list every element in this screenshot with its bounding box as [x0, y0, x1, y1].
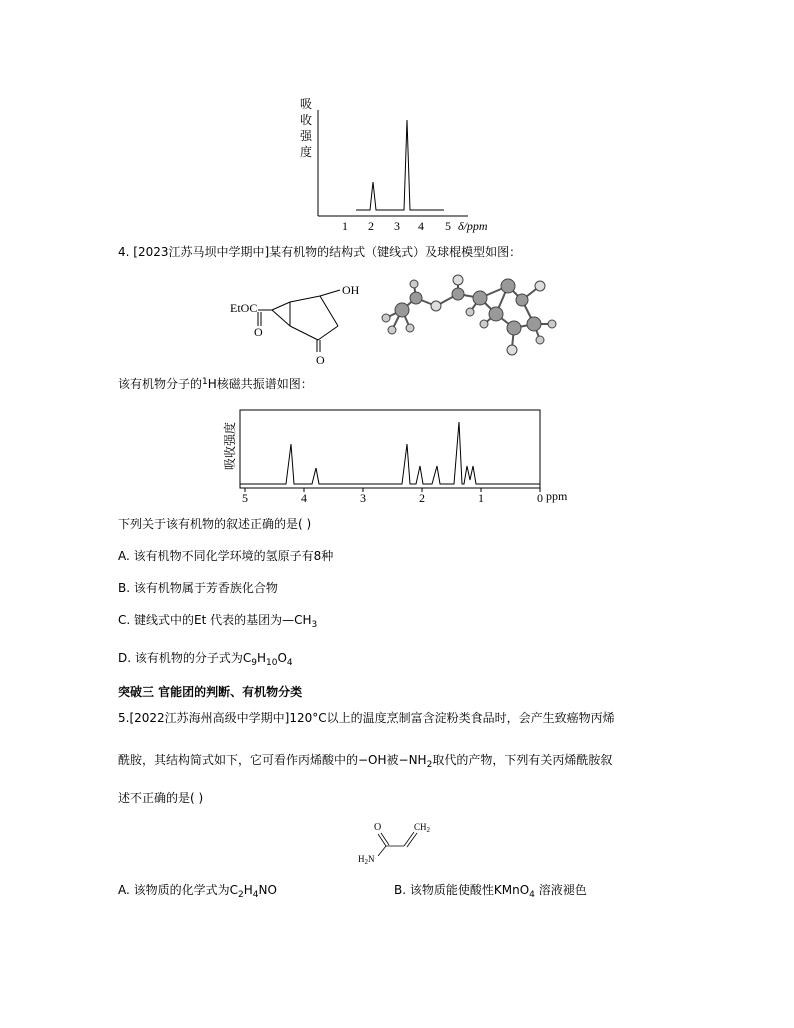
- spectrum-2-xunit: ppm: [546, 489, 568, 503]
- spectrum-2-frame: [240, 410, 540, 488]
- q5-line-2-text: 酰胺，其结构简式如下，它可看作丙烯酸中的−OH被−NH: [118, 753, 427, 767]
- xunit-label: δ/ppm: [458, 219, 488, 233]
- q4-option-c: [118, 612, 317, 628]
- spectrum-2-ticks: [245, 488, 540, 492]
- q4-stem: 下列关于该有机物的叙述正确的是( ): [118, 517, 312, 531]
- acrylamide-structure: [356, 818, 446, 868]
- xtick2-1: 1: [478, 491, 484, 505]
- skeletal-formula: [228, 274, 368, 366]
- acrylamide-svg: [356, 818, 446, 868]
- xtick2-2: 2: [419, 491, 425, 505]
- ylabel-char-3: 强: [300, 129, 313, 143]
- q5-a-sub-2: 4: [252, 890, 259, 900]
- q5-a-h: H: [243, 883, 253, 897]
- q5-line-1: 5.[2022江苏海州高级中学期中]120°C以上的温度烹制富含淀粉类食品时，会产生致癌物丙烯: [118, 711, 615, 725]
- spectrum-1-svg: [290, 88, 510, 238]
- q5-line-3: 述不正确的是( ): [118, 791, 204, 805]
- xtick-4: 4: [418, 219, 424, 233]
- xtick-3: 3: [394, 219, 400, 233]
- ylabel-char-1: 吸: [300, 97, 313, 111]
- q5-line-2: [118, 752, 612, 768]
- ball-stick-model: [372, 272, 572, 366]
- nmr-intro-text: 该有机物分子的: [118, 377, 203, 391]
- nmr-sup: 1: [202, 377, 208, 387]
- q4-header: 4. [2023江苏马坝中学期中]某有机物的结构式（键线式）及球棍模型如图：: [118, 245, 522, 259]
- spectrum-2: [220, 408, 580, 506]
- struct-ch2-label: $CH_2$: [414, 822, 431, 834]
- spectrum-2-xticks: [242, 491, 543, 505]
- q5-option-a-text: A. 该物质的化学式为C: [118, 883, 239, 897]
- ylabel-char-4: 度: [300, 145, 313, 159]
- oh-label: OH: [342, 283, 360, 297]
- option-d-o: O: [277, 651, 287, 665]
- ester-o-label: O: [254, 325, 263, 339]
- option-c-sub: 3: [311, 620, 318, 630]
- struct-o-label: O: [374, 822, 382, 833]
- option-d-sub-2: 10: [266, 658, 278, 668]
- q5-option-b: [394, 882, 587, 898]
- q4-option-d: [118, 650, 293, 666]
- option-c-text: C. 键线式中的Et 代表的基团为—CH: [118, 613, 312, 627]
- xtick2-3: 3: [360, 491, 366, 505]
- ball-stick-svg: [372, 272, 572, 366]
- q5-a-rest: NO: [258, 883, 277, 897]
- spectrum-2-trace: [240, 422, 540, 484]
- spectrum-1-xticks: [342, 219, 451, 233]
- nmr-intro-text-2: H核磁共振谱如图：: [207, 377, 313, 391]
- xtick-5: 5: [445, 219, 451, 233]
- xtick-2: 2: [368, 219, 374, 233]
- q5-option-b-text: B. 该物质能使酸性KMnO: [394, 883, 530, 897]
- q5-line-2-sub: 2: [426, 760, 433, 770]
- skeletal-bonds: [258, 290, 340, 352]
- spectrum-1-trace: [356, 120, 444, 210]
- q4-nmr-intro: [118, 376, 313, 392]
- q5-line-2-text-b: 取代的产物，下列有关丙烯酰胺叙: [432, 753, 613, 767]
- etoc-label: EtOC: [230, 301, 258, 315]
- option-d-sub-1: 9: [251, 658, 257, 668]
- ketone-o-label: O: [316, 353, 325, 366]
- spectrum-1: [290, 88, 510, 238]
- spectrum-2-ylabel: 吸收强度: [223, 421, 237, 470]
- struct-nh2-label: $H_2N$: [358, 854, 375, 866]
- q5-a-sub-1: 2: [238, 890, 244, 900]
- ylabel-char-2: 收: [300, 113, 313, 127]
- skeletal-svg: [228, 274, 368, 366]
- xtick-1: 1: [342, 219, 348, 233]
- option-d-h: H: [256, 651, 267, 665]
- section-heading: 突破三 官能团的判断、有机物分类: [118, 685, 303, 699]
- option-d-text: D. 该有机物的分子式为C: [118, 651, 252, 665]
- q5-b-sub: 4: [529, 890, 535, 900]
- spectrum-2-svg: [220, 408, 580, 506]
- xtick2-4: 4: [301, 491, 307, 505]
- acrylamide-bonds: [378, 832, 417, 856]
- xtick2-0: 0: [537, 491, 543, 505]
- q5-b-rest: 溶液褪色: [534, 883, 587, 897]
- q4-option-b: B. 该有机物属于芳香族化合物: [118, 581, 278, 595]
- option-d-sub-3: 4: [286, 658, 293, 668]
- q5-option-a: [118, 882, 277, 898]
- xtick2-5: 5: [242, 491, 248, 505]
- spectrum-1-ylabel: [300, 97, 313, 159]
- q4-option-a: A. 该有机物不同化学环境的氢原子有8种: [118, 549, 334, 563]
